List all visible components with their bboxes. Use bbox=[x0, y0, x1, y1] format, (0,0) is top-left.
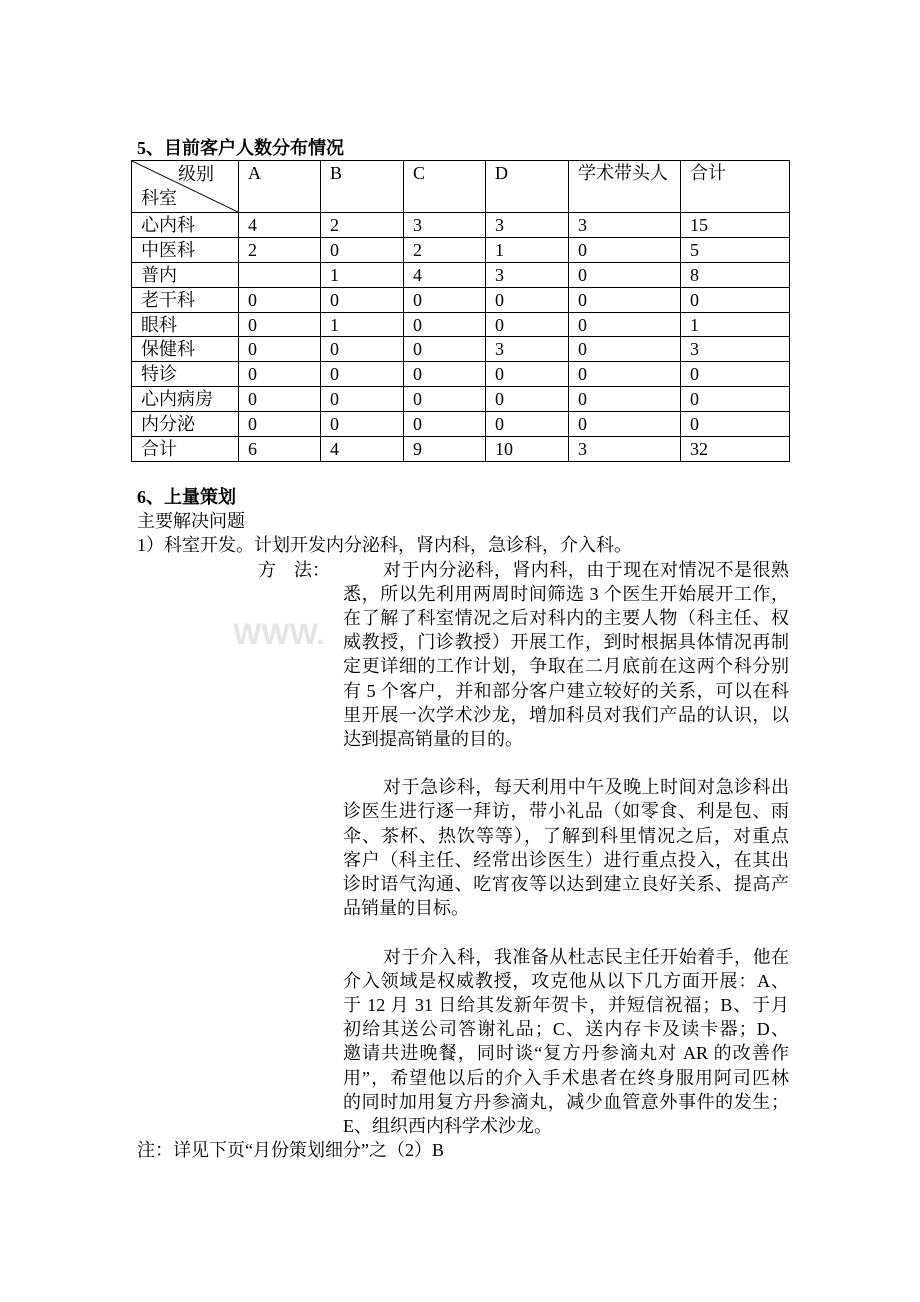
table-cell: 0 bbox=[569, 412, 681, 437]
column-header: D bbox=[486, 161, 569, 213]
section5-title: 5、目前客户人数分布情况 bbox=[137, 138, 344, 158]
paragraph-line: 诊医生进行逐一拜访，带小礼品（如零食、利是包、雨 bbox=[343, 801, 789, 822]
row-label: 内分泌 bbox=[132, 412, 239, 437]
row-label: 中医科 bbox=[132, 237, 239, 262]
row-label: 心内病房 bbox=[132, 387, 239, 412]
table-cell: 0 bbox=[569, 362, 681, 387]
table-cell: 32 bbox=[681, 437, 790, 462]
table-cell: 4 bbox=[321, 437, 404, 462]
paragraph-line: 威教授，门诊教授）开展工作，到时根据具体情况再制 bbox=[343, 632, 789, 653]
table-cell: 3 bbox=[569, 437, 681, 462]
item-1-text: 1）科室开发。计划开发内分泌科，肾内科，急诊科，介入科。 bbox=[137, 535, 632, 556]
table-row bbox=[132, 412, 790, 437]
table-cell: 4 bbox=[404, 262, 486, 287]
column-header: 学术带头人 bbox=[569, 161, 681, 213]
table-cell: 3 bbox=[569, 213, 681, 238]
table-cell: 0 bbox=[321, 337, 404, 362]
table-cell: 3 bbox=[486, 262, 569, 287]
table-cell: 0 bbox=[569, 262, 681, 287]
table-cell: 0 bbox=[569, 387, 681, 412]
paragraph-line: 诊时语气沟通、吃宵夜等以达到建立良好关系、提高产 bbox=[343, 874, 789, 894]
table-cell: 0 bbox=[239, 312, 321, 337]
table-cell: 2 bbox=[404, 237, 486, 262]
row-label: 眼科 bbox=[132, 312, 239, 337]
table-cell: 0 bbox=[569, 312, 681, 337]
paragraph-line: 于 12 月 31 日给其发新年贺卡，并短信祝福；B、于月 bbox=[343, 994, 789, 1015]
table-cell: 0 bbox=[239, 412, 321, 437]
table-cell: 0 bbox=[404, 362, 486, 387]
table-cell: 8 bbox=[681, 262, 790, 287]
paragraph bbox=[343, 775, 789, 920]
table-cell: 0 bbox=[321, 412, 404, 437]
row-label: 老干科 bbox=[132, 287, 239, 312]
note-text: 注：详见下页“月份策划细分”之（2）B bbox=[137, 1140, 444, 1161]
customer-distribution-table bbox=[131, 160, 790, 462]
table-cell: 3 bbox=[486, 213, 569, 238]
table-cell: 2 bbox=[321, 213, 404, 238]
table-cell bbox=[239, 262, 321, 287]
table-cell: 0 bbox=[404, 412, 486, 437]
table-cell: 0 bbox=[486, 312, 569, 337]
table-cell: 1 bbox=[321, 312, 404, 337]
paragraph-line: 邀请共进晚餐，同时谈“复方丹参滴丸对 AR 的改善作 bbox=[343, 1043, 789, 1064]
table-cell: 0 bbox=[681, 412, 790, 437]
table-cell: 5 bbox=[681, 237, 790, 262]
column-header: 合计 bbox=[681, 161, 790, 213]
table-row bbox=[132, 437, 790, 462]
table-row bbox=[132, 213, 790, 238]
table-cell: 0 bbox=[486, 362, 569, 387]
table-cell: 6 bbox=[239, 437, 321, 462]
table-cell: 0 bbox=[681, 362, 790, 387]
column-header: B bbox=[321, 161, 404, 213]
table-cell: 0 bbox=[404, 337, 486, 362]
method-paragraphs bbox=[343, 558, 789, 1139]
table-cell: 0 bbox=[486, 412, 569, 437]
table-cell: 3 bbox=[404, 213, 486, 238]
paragraph-line: 对于内分泌科，肾内科，由于现在对情况不是很熟 bbox=[383, 559, 789, 580]
method-block bbox=[137, 558, 789, 1139]
table-cell: 0 bbox=[239, 287, 321, 312]
table-row bbox=[132, 237, 790, 262]
paragraph-line: 伞、茶杯、热饮等等），了解到科里情况之后，对重点 bbox=[343, 825, 789, 846]
section6-title: 6、上量策划 bbox=[137, 487, 236, 507]
paragraph-line: 对于急诊科，每天利用中午及晚上时间对急诊科出 bbox=[383, 777, 789, 798]
method-label: 方 法： bbox=[258, 559, 330, 580]
table-cell: 0 bbox=[681, 287, 790, 312]
paragraph-line: 达到提高销量的目的。 bbox=[343, 728, 523, 749]
table-cell: 1 bbox=[321, 262, 404, 287]
table-cell: 15 bbox=[681, 213, 790, 238]
table-cell: 0 bbox=[404, 287, 486, 312]
table-cell: 3 bbox=[681, 337, 790, 362]
table-body bbox=[132, 213, 790, 462]
paragraph-line: 介入领域是权威教授，攻克他从以下几方面开展：A、 bbox=[343, 970, 789, 991]
table-header-row bbox=[132, 161, 790, 213]
corner-label-level: 级别 bbox=[178, 164, 214, 184]
table-row bbox=[132, 312, 790, 337]
table-cell: 0 bbox=[321, 387, 404, 412]
paragraph-line: 定更详细的工作计划，争取在二月底前在这两个科分别 bbox=[343, 656, 789, 677]
table-cell: 9 bbox=[404, 437, 486, 462]
table-header-corner bbox=[132, 161, 239, 213]
paragraph-line: 初给其送公司答谢礼品；C、送内存卡及读卡器；D、 bbox=[343, 1019, 789, 1040]
table-cell: 0 bbox=[569, 287, 681, 312]
table-row bbox=[132, 337, 790, 362]
row-label: 心内科 bbox=[132, 213, 239, 238]
table-cell: 3 bbox=[486, 337, 569, 362]
table-cell: 1 bbox=[681, 312, 790, 337]
row-label: 合计 bbox=[132, 437, 239, 462]
paragraph-line: 用”，希望他以后的介入手术患者在终身服用阿司匹林 bbox=[343, 1067, 789, 1088]
table-cell: 0 bbox=[239, 337, 321, 362]
table-cell: 2 bbox=[239, 237, 321, 262]
row-label: 保健科 bbox=[132, 337, 239, 362]
paragraph-line: 里开展一次学术沙龙，增加科员对我们产品的认识，以 bbox=[343, 704, 789, 725]
paragraph bbox=[343, 558, 789, 752]
table-row bbox=[132, 287, 790, 312]
table-cell: 4 bbox=[239, 213, 321, 238]
table-cell: 0 bbox=[321, 237, 404, 262]
paragraph bbox=[343, 945, 789, 1139]
table-cell: 0 bbox=[486, 387, 569, 412]
table-cell: 0 bbox=[569, 337, 681, 362]
table-cell: 0 bbox=[321, 362, 404, 387]
paragraph-line: 客户（科主任、经常出诊医生）进行重点投入，在其出 bbox=[343, 849, 789, 870]
row-label: 普内 bbox=[132, 262, 239, 287]
table-cell: 10 bbox=[486, 437, 569, 462]
table-cell: 0 bbox=[486, 287, 569, 312]
table-cell: 1 bbox=[486, 237, 569, 262]
table-row bbox=[132, 262, 790, 287]
table-row bbox=[132, 362, 790, 387]
column-header: A bbox=[239, 161, 321, 213]
table-cell: 0 bbox=[321, 287, 404, 312]
row-label: 特诊 bbox=[132, 362, 239, 387]
section6 bbox=[137, 485, 789, 1162]
table-cell: 0 bbox=[569, 237, 681, 262]
table-cell: 0 bbox=[404, 387, 486, 412]
paragraph-line: 在了解了科室情况之后对科内的主要人物（科主任、权 bbox=[343, 607, 789, 628]
column-header: C bbox=[404, 161, 486, 213]
table-cell: 0 bbox=[239, 362, 321, 387]
table-cell: 0 bbox=[404, 312, 486, 337]
paragraph-line: E、组织西内科学术沙龙。 bbox=[343, 1115, 552, 1136]
paragraph-line: 有 5 个客户，并和部分客户建立较好的关系，可以在科 bbox=[343, 680, 789, 701]
watermark: WWW. bbox=[233, 618, 325, 651]
paragraph-line: 悉，所以先利用两周时间筛选 3 个医生开始展开工作， bbox=[343, 583, 789, 604]
table-row bbox=[132, 387, 790, 412]
table-cell: 0 bbox=[681, 387, 790, 412]
paragraph-line: 的同时加用复方丹参滴丸，减少血管意外事件的发生； bbox=[343, 1091, 789, 1112]
corner-label-department: 科室 bbox=[141, 188, 177, 208]
paragraph-line: 品销量的目标。 bbox=[343, 898, 469, 919]
section6-subtitle: 主要解决问题 bbox=[137, 511, 245, 532]
paragraph-line: 对于介入科，我准备从杜志民主任开始着手，他在 bbox=[383, 946, 789, 967]
table-cell: 0 bbox=[239, 387, 321, 412]
